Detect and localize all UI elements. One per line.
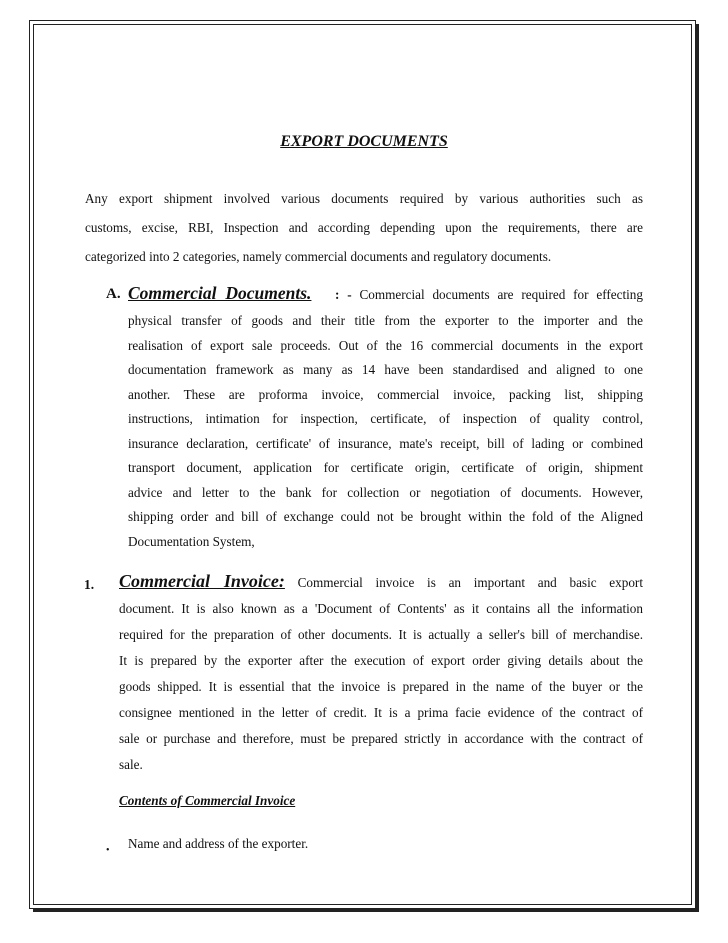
section-1-line: sale. xyxy=(119,757,143,772)
section-1-heading: Commercial Invoice: xyxy=(119,571,285,591)
section-1-first-line xyxy=(119,569,643,597)
section-1-first-line-text: Commercial invoice is an important and basic export xyxy=(297,575,643,590)
section-a-label: A. xyxy=(106,286,121,302)
section-a-line: insurance declaration, certificate' of insurance, mate's receipt, bill of lading or combined xyxy=(128,435,643,451)
section-a-line: instructions, intimation for inspection, certificate, of inspection of quality control, xyxy=(128,411,643,426)
intro-line: customs, excise, RBI, Inspection and according depending upon the requirements, there are xyxy=(85,220,643,235)
section-a-line: advice and letter to the bank for collection or negotiation of documents. However, xyxy=(128,484,643,500)
intro-paragraph xyxy=(85,187,643,274)
section-a-line: shipping order and bill of exchange could not be brought within the fold of the Aligned xyxy=(128,509,643,524)
section-a-line: transport document, application for certificate origin, certificate of origin, shipment xyxy=(128,460,643,475)
list-item: Name and address of the exporter. xyxy=(128,836,309,851)
section-1-line: consignee mentioned in the letter of credit. It is a prima facie evidence of the contract of xyxy=(119,705,643,720)
section-a-separator: : - xyxy=(334,287,352,302)
section-1-paragraph xyxy=(119,569,643,779)
section-1-line: sale or purchase and therefore, must be prepared strictly in accordance with the contract of xyxy=(119,731,643,746)
section-a-line: realisation of export sale proceeds. Out of the 16 commercial documents in the export xyxy=(128,337,643,353)
page-title: EXPORT DOCUMENTS xyxy=(280,133,448,150)
intro-line: categorized into 2 categories, namely commercial documents and regulatory documents. xyxy=(85,249,552,264)
section-a-first-line xyxy=(128,281,643,309)
intro-line: Any export shipment involved various documents required by various authorities such as xyxy=(85,191,643,206)
section-1-line: goods shipped. It is essential that the invoice is prepared in the name of the buyer or the xyxy=(119,679,643,694)
section-1-line: It is prepared by the exporter after the execution of export order giving details about the xyxy=(119,653,643,668)
section-a-line: another. These are proforma invoice, commercial invoice, packing list, shipping xyxy=(128,386,643,402)
section-a-line: documentation framework as many as 14 have been standardised and aligned to one xyxy=(128,362,643,377)
section-a-line: Documentation System, xyxy=(128,533,255,549)
section-1-label: 1. xyxy=(84,577,95,592)
border-shadow-right xyxy=(696,24,699,912)
section-a-line: physical transfer of goods and their title from the exporter to the importer and the xyxy=(128,313,643,328)
border-shadow-bottom xyxy=(33,909,699,912)
section-1-line: document. It is also known as a 'Document of Contents' as it contains all the information xyxy=(119,601,643,616)
contents-heading: Contents of Commercial Invoice xyxy=(119,793,296,808)
section-a-heading: Commercial Documents. xyxy=(128,283,312,303)
section-a-paragraph xyxy=(128,281,643,554)
section-a-first-line-text: Commercial documents are required for effecting xyxy=(359,287,643,302)
bullet-icon: • xyxy=(106,845,110,856)
section-1-line: required for the preparation of other documents. It is actually a seller's bill of merchandise. xyxy=(119,627,643,642)
